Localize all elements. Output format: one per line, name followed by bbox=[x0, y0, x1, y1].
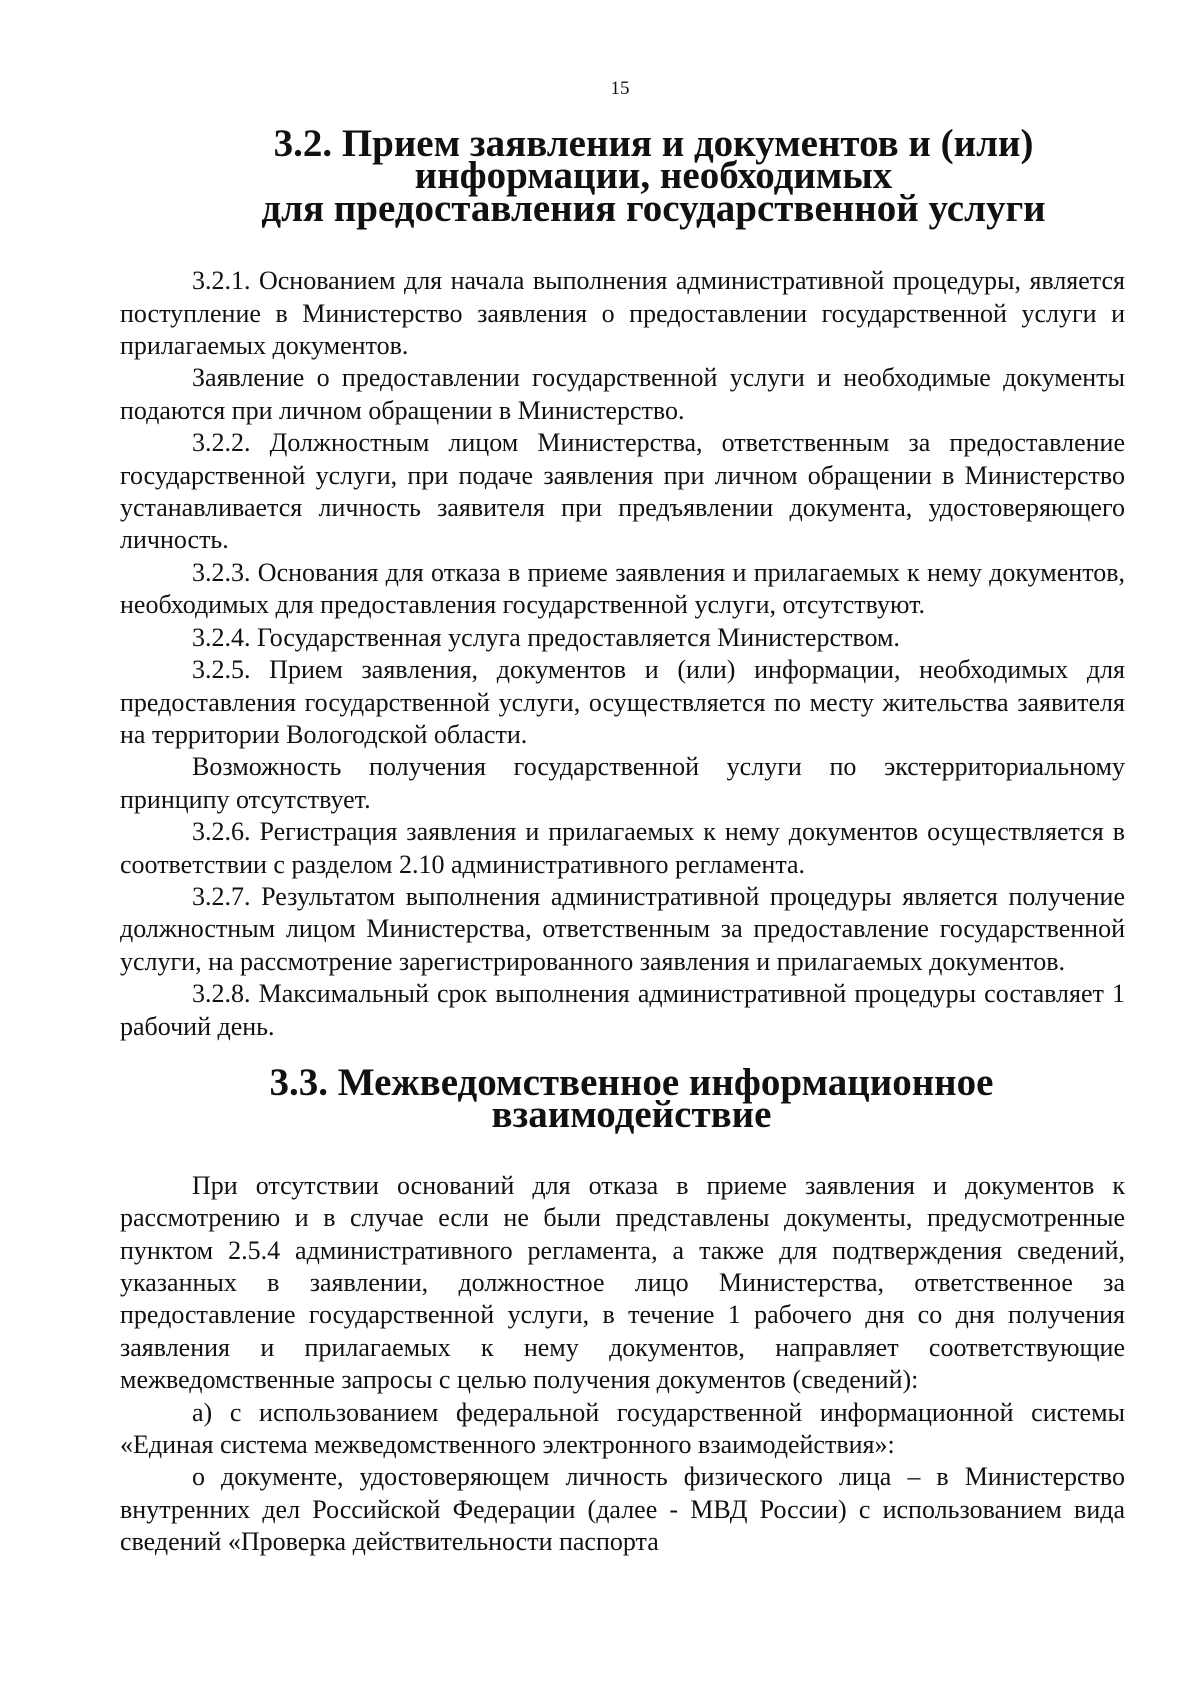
paragraph-3-2-2: 3.2.2. Должностным лицом Министерства, ответственным за предоставление государственной услуги, при подаче заявления при личном обращении в Министерство устанавливается личность заявителя при предъявлении документа, удостоверяющего личность. bbox=[120, 428, 1125, 555]
paragraph-3-2-3: 3.2.3. Основания для отказа в приеме заявления и прилагаемых к нему документов, необходимых для предоставления государственной услуги, отсутствуют. bbox=[120, 557, 1125, 620]
paragraph-3-2-5: 3.2.5. Прием заявления, документов и (или) информации, необходимых для предоставления государственной услуги, осуществляется по месту жительства заявителя на территории Вологодской области. bbox=[120, 655, 1125, 749]
document-body bbox=[120, 122, 1125, 1559]
paragraph-identity-document: о документе, удостоверяющем личность физического лица – в Министерство внутренних дел Российской Федерации (далее - МВД России) с использованием вида сведений «Проверка действительности паспорта bbox=[120, 1462, 1125, 1557]
paragraph-3-2-7: 3.2.7. Результатом выполнения административной процедуры является получение должностным лицом Министерства, ответственным за предоставление государственной услуги, на рассмотрение зарегистрированного заявления и прилагаемых документов. bbox=[120, 881, 1125, 976]
paragraph-interagency-requests: При отсутствии оснований для отказа в приеме заявления и документов к рассмотрению и в случае если не были представлены документы, предусмотренные пунктом 2.5.4 административного регламента, а также для подтверждения сведений, указанных в заявлении, должностное лицо Министерства, ответственное за предоставление государственной услуги, в течение 1 рабочего дня со дня получения заявления и прилагаемых к нему документов, направляет соответствующие межведомственные запросы с целью получения документов (сведений): bbox=[120, 1170, 1125, 1395]
paragraph-3-2-4: 3.2.4. Государственная услуга предоставляется Министерством. bbox=[192, 622, 900, 652]
paragraph-item-a: а) с использованием федеральной государственной информационной системы «Единая система межведомственного электронного взаимодействия»: bbox=[120, 1397, 1125, 1460]
paragraph-3-2-8: 3.2.8. Максимальный срок выполнения административной процедуры составляет 1 рабочий день. bbox=[120, 979, 1125, 1041]
paragraph-3-2-1: 3.2.1. Основанием для начала выполнения административной процедуры, является поступление в Министерство заявления о предоставлении государственной услуги и прилагаемых документов. bbox=[120, 266, 1125, 361]
page-number: 15 bbox=[610, 78, 630, 99]
heading-line: для предоставления государственной услуги bbox=[261, 186, 1046, 230]
paragraph-application-submission: Заявление о предоставлении государственной услуги и необходимые документы подаются при личном обращении в Министерство. bbox=[120, 363, 1125, 425]
paragraph-3-2-6: 3.2.6. Регистрация заявления и прилагаемых к нему документов осуществляется в соответствии с разделом 2.10 административного регламента. bbox=[120, 817, 1125, 879]
heading-line: 3.3. Межведомственное информационное взаимодействие bbox=[269, 1060, 994, 1137]
section-heading-3-2 bbox=[120, 122, 1125, 230]
section-heading-3-3 bbox=[120, 1060, 1125, 1137]
paragraph-extraterritorial: Возможность получения государственной услуги по экстерриториальному принципу отсутствует. bbox=[120, 752, 1125, 814]
heading-line: 3.2. Прием заявления и документов и (или) информации, необходимых bbox=[273, 122, 1034, 198]
